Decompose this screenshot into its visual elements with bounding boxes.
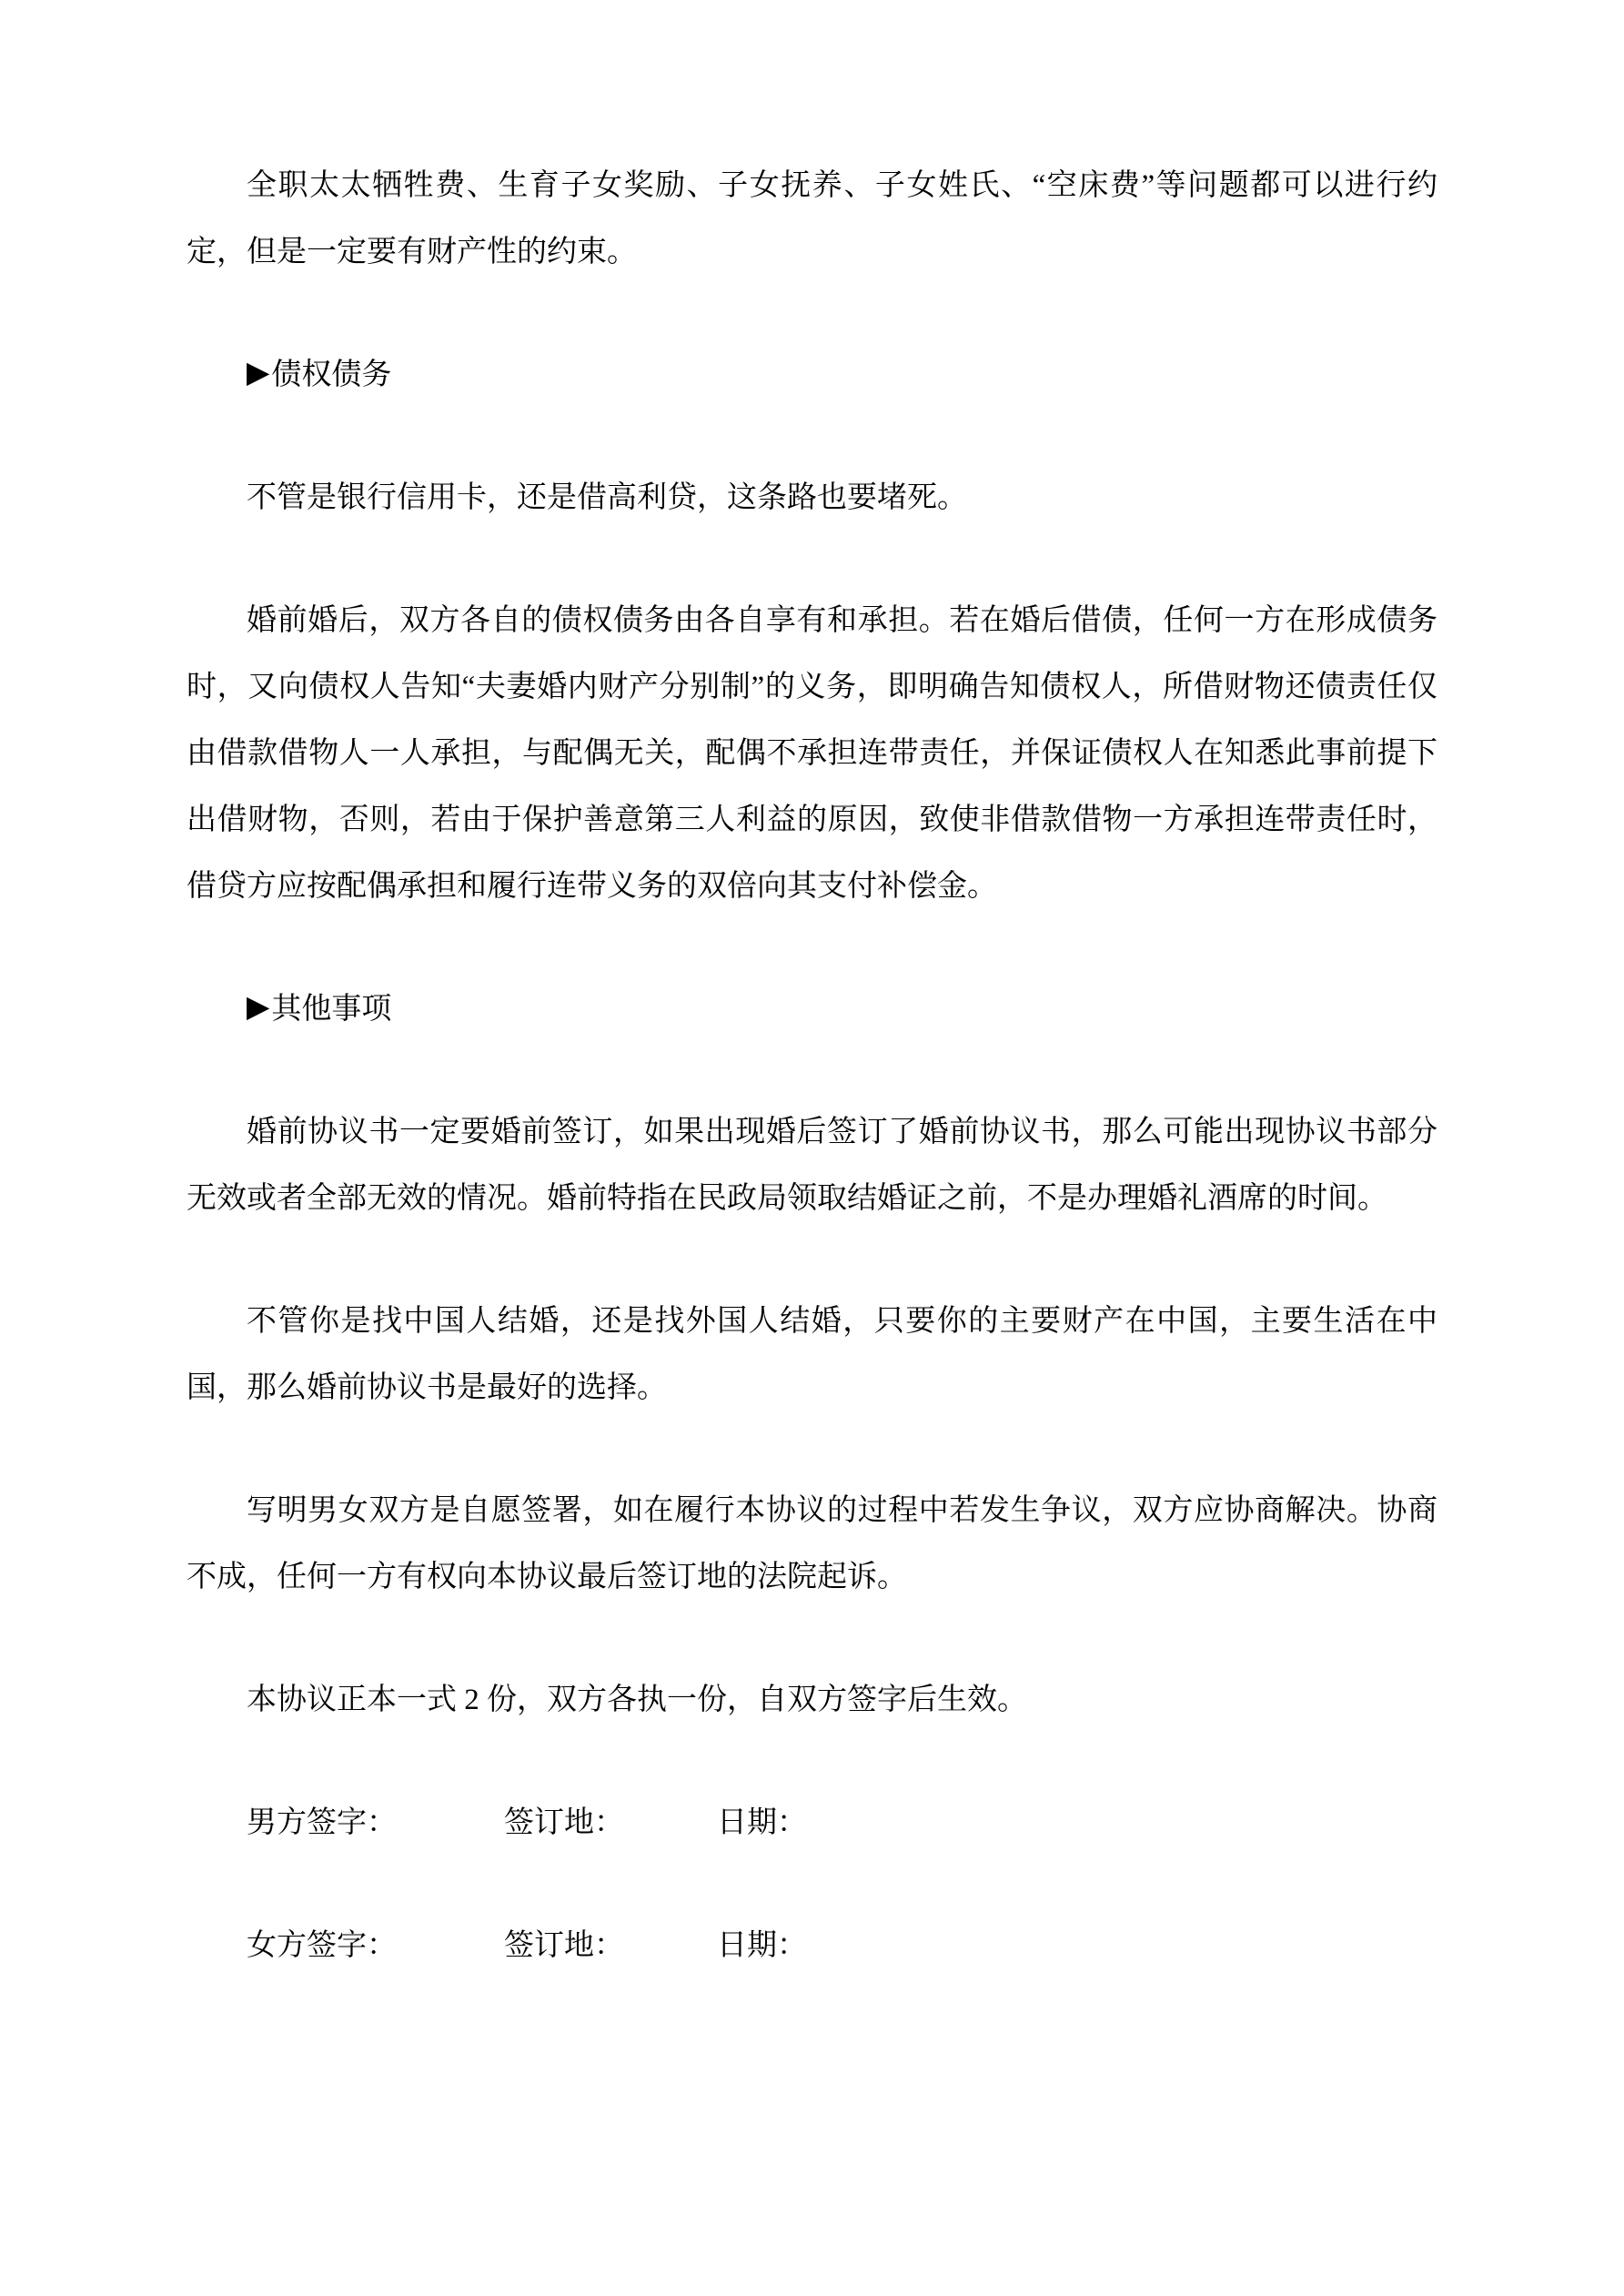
section-heading-debt bbox=[187, 342, 1437, 409]
date-label: 日期： bbox=[717, 1929, 807, 1962]
triangle-bullet-icon: ▶ bbox=[247, 991, 270, 1024]
section-heading-other-label: 其他事项 bbox=[271, 993, 392, 1026]
paragraph-copies: 本协议正本一式 2 份，双方各执一份，自双方签字后生效。 bbox=[247, 1684, 1027, 1716]
paragraph-credit-card: 不管是银行信用卡，还是借高利贷，这条路也要堵死。 bbox=[247, 481, 967, 514]
paragraph-voluntary-signing: 写明男女双方是自愿签署，如在履行本协议的过程中若发生争议，双方应协商解决。协商不成，任何一方有权向本协议最后签订地的法院起诉。 bbox=[187, 1494, 1437, 1593]
signature-row-male bbox=[187, 1790, 1437, 1856]
male-signature-label: 男方签字： bbox=[247, 1806, 397, 1839]
section-heading-debt-label: 债权债务 bbox=[271, 359, 392, 391]
paragraph-debt-details: 婚前婚后，双方各自的债权债务由各自享有和承担。若在婚后借债，任何一方在形成债务时，又向债权人告知“夫妻婚内财产分别制”的义务，即明确告知债权人，所借财物还债责任仅由借款借物人一人承担，与配偶无关，配偶不承担连带责任，并保证债权人在知悉此事前提下出借财物，否则，若由于保护善意第三人利益的原因，致使非借款借物一方承担连带责任时，借贷方应按配偶承担和履行连带义务的双倍向其支付补偿金。 bbox=[187, 604, 1437, 903]
paragraph-property-constraint: 全职太太牺牲费、生育子女奖励、子女抚养、子女姓氏、“空床费”等问题都可以进行约定，但是一定要有财产性的约束。 bbox=[187, 169, 1437, 268]
paragraph-sign-before-marriage: 婚前协议书一定要婚前签订，如果出现婚后签订了婚前协议书，那么可能出现协议书部分无效或者全部无效的情况。婚前特指在民政局领取结婚证之前，不是办理婚礼酒席的时间。 bbox=[187, 1116, 1437, 1215]
signing-place-label: 签订地： bbox=[504, 1806, 624, 1839]
section-heading-other bbox=[187, 976, 1437, 1043]
signing-place-label: 签订地： bbox=[504, 1929, 624, 1962]
signature-row-female bbox=[187, 1913, 1437, 1979]
female-signature-label: 女方签字： bbox=[247, 1929, 397, 1962]
triangle-bullet-icon: ▶ bbox=[247, 357, 270, 389]
date-label: 日期： bbox=[717, 1806, 807, 1839]
paragraph-china-property: 不管你是找中国人结婚，还是找外国人结婚，只要你的主要财产在中国，主要生活在中国，那么婚前协议书是最好的选择。 bbox=[187, 1305, 1437, 1404]
